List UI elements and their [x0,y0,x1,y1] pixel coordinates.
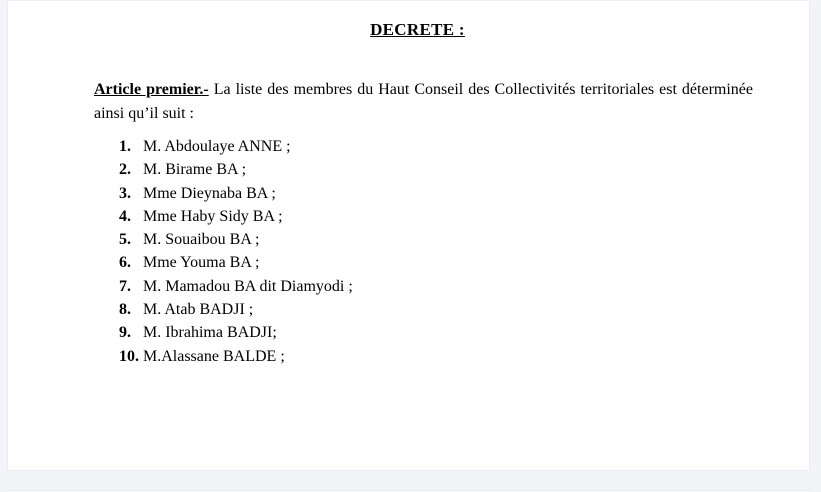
member-name: M.Alassane BALDE ; [143,347,285,365]
list-item [119,158,809,181]
member-number: 7. [119,277,131,295]
member-name: Mme Haby Sidy BA ; [143,207,283,225]
member-number: 10. [119,347,139,365]
member-list [119,135,809,368]
document-page [7,0,810,471]
member-number: 4. [119,207,131,225]
member-name: M. Mamadou BA dit Diamyodi ; [143,277,353,295]
member-name: M. Atab BADJI ; [143,301,254,319]
member-number: 9. [119,324,131,342]
list-item [119,182,809,205]
article-text: La liste des membres du Haut Conseil des Collectivités territoriales est déterminée ainsi qu’il suit : [94,81,754,122]
member-name: M. Ibrahima BADJI; [143,324,277,342]
member-name: M. Souaibou BA ; [143,231,260,249]
member-number: 6. [119,254,131,272]
list-item [119,251,809,274]
member-name: Mme Youma BA ; [143,254,260,272]
list-item [119,135,809,158]
article-paragraph [94,78,753,126]
member-number: 8. [119,301,131,319]
member-name: M. Abdoulaye ANNE ; [143,138,291,155]
member-number: 2. [119,161,131,179]
article-label: Article premier.- [94,81,209,98]
member-name: Mme Dieynaba BA ; [143,184,276,202]
list-item [119,205,809,228]
list-item [119,345,809,368]
member-number: 5. [119,231,131,249]
member-number: 1. [119,138,131,155]
list-item [119,298,809,321]
member-name: M. Birame BA ; [143,161,247,179]
decree-title: DECRETE : [370,20,465,39]
member-number: 3. [119,184,131,202]
list-item [119,321,809,344]
list-item [119,228,809,251]
list-item [119,275,809,298]
